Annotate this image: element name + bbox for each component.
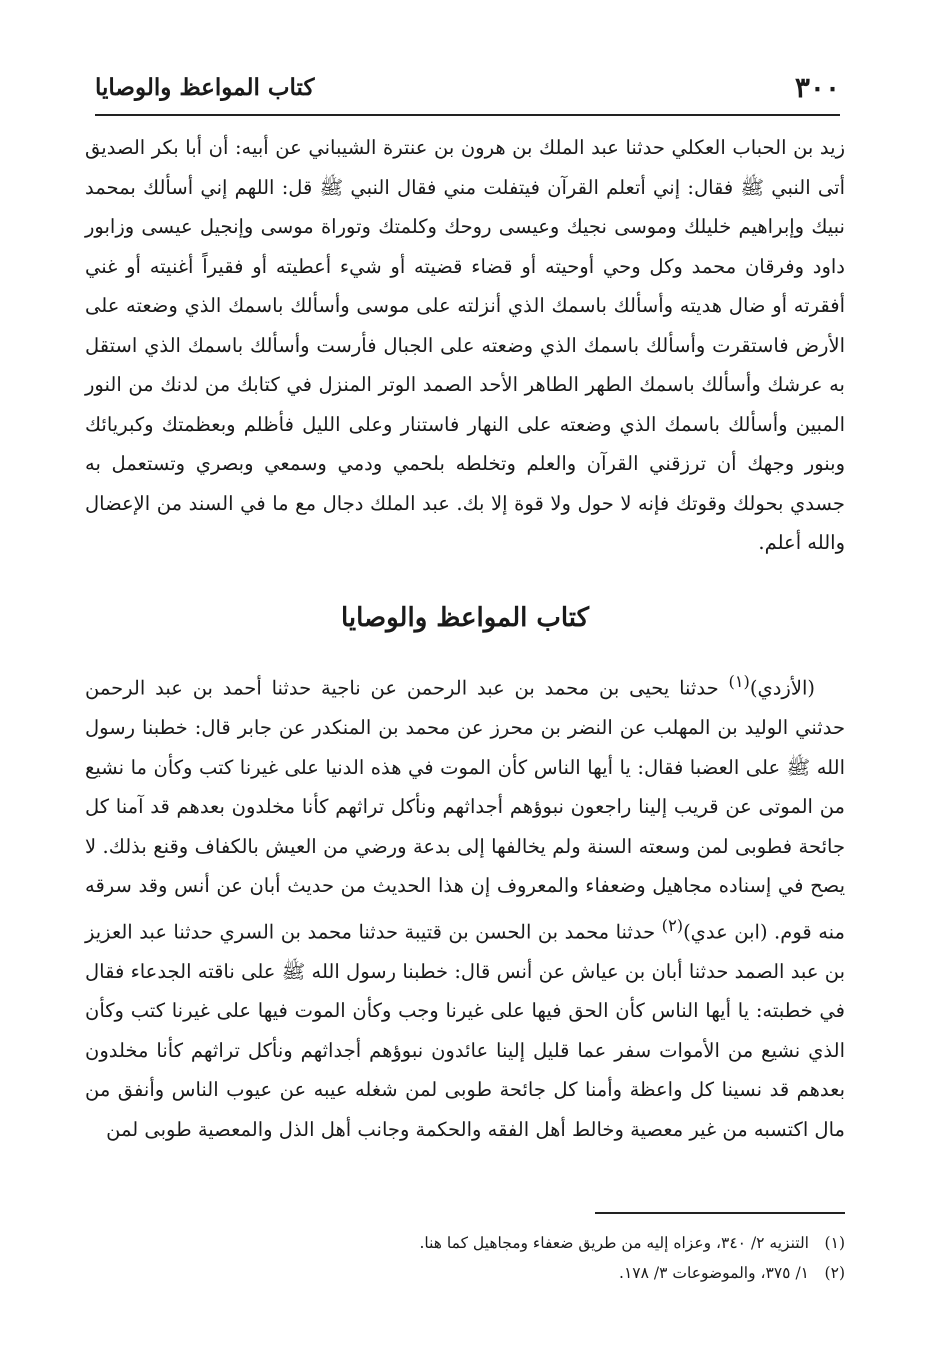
top-paragraph: زيد بن الحباب العكلي حدثنا عبد الملك بن هرون بن عنترة الشيباني عن أبيه: أن أبا بكر الصديق أتى النبي ﷺ فقال: إني أتعلم القرآن فيتفلت مني فقال النبي ﷺ قل: اللهم إني أسألك بمحمد نبيك وإبراهيم خليلك وموسى نجيك وعيسى روحك وكلمتك وتوراة موسى وإنجيل عيسى وزابور داود وفرقان محمد وكل وحي أوحيته أو قضاء قضيته أو شيء أعطيته أو فقيراً أغنيته أو غني أفقرته أو ضال هديته وأسألك باسمك الذي أنزلته على موسى وأسألك باسمك الذي وضعته على الأرض فاستقرت وأسألك باسمك الذي وضعته على الجبال فأرست وأسألك باسمك الذي استقل به عرشك وأسألك باسمك الطهر الطاهر الأحد الصمد الوتر المنزل في كتابك من لدنك من النور المبين وأسألك باسمك الذي وضعته على النهار فاستنار وعلى الليل فأظلم وبعظمتك وكبريائك وبنور وجهك أن ترزقني القرآن والعلم وتخلطه بلحمي ودمي وسمعي وبصري وتستعمل به جسدي بحولك وقوتك فإنه لا حول ولا قوة إلا بك. عبد الملك دجال مع ما في السند من الإعضال والله أعلم. [85, 136, 845, 554]
header-rule [95, 114, 840, 116]
running-header [95, 68, 840, 116]
footnotes [85, 1228, 845, 1288]
footnote-text: التنزيه ٢/ ٣٤٠، وعزاه إليه من طريق ضعفاء ومجاهيل كما هنا. [419, 1234, 809, 1252]
footnote-marker: (٢) [824, 1264, 845, 1282]
footnote-marker: (١) [824, 1234, 845, 1252]
main-paragraph [85, 662, 845, 1149]
footnote-ref-1: (١) [728, 672, 750, 691]
footnote-ref-2: (٢) [661, 915, 684, 935]
section-heading: كتاب المواعظ والوصايا [340, 603, 590, 633]
running-title: كتاب المواعظ والوصايا [95, 74, 315, 101]
footnote-text: ١/ ٣٧٥، والموضوعات ٣/ ١٧٨. [619, 1264, 809, 1282]
page-number: ٣٠٠ [794, 71, 840, 104]
main-paragraph-text: حدثنا محمد بن الحسن بن قتيبة حدثنا محمد بن السري حدثنا عبد العزيز بن عبد الصمد حدثنا أبان بن عياش عن أنس قال: خطبنا رسول الله ﷺ على ناقته الجدعاء فقال في خطبته: يا أيها الناس كأن الحق فيها على غيرنا وجب وكأن الموت فيها على غيرنا كتب وكأن الذي نشيع من الأموات سفر عما قليل إلينا عائدون نبوؤهم أجداثهم ونأكل تراثهم كأنا مخلدون بعدهم قد نسينا كل واعظة وأمنا كل جائحة طوبى لمن شغله عيبه عن عيوب الناس وأنفق من مال اكتسبه من غير معصية وخالط أهل الفقه والحكمة وجانب أهل الذل والمعصية طوبى لمن [85, 920, 845, 1141]
footnote [85, 1258, 845, 1288]
main-paragraph-text: (الأزدي) [749, 676, 815, 700]
footnote-rule [595, 1212, 845, 1214]
main-paragraph-text: حدثنا يحيى بن محمد بن عبد الرحمن عن ناجية حدثنا أحمد بن عبد الرحمن حدثني الوليد بن المهلب عن النضر بن محرز عن محمد بن المنكدر عن جابر قال: خطبنا رسول الله ﷺ على العضبا فقال: يا أيها الناس كأن الموت في هذه الدنيا على غيرنا كتب وكأن ما نشيع من الموتى عن قريب إلينا راجعون نبوؤهم أجداثهم ونأكل تراثهم كأنا مخلدون بعدهم قد آمنا كل جائحة فطوبى لمن وسعته السنة ولم يخالفها إلى بدعة ورضي من العيش بالكفاف وقنع بذلك. لا يصح في إسناده مجاهيل وضعفاء والمعروف إن هذا الحديث من حديث أبان عن أنس وقد سرقه منه قوم. (ابن عدي) [85, 676, 845, 943]
footnote [85, 1228, 845, 1258]
